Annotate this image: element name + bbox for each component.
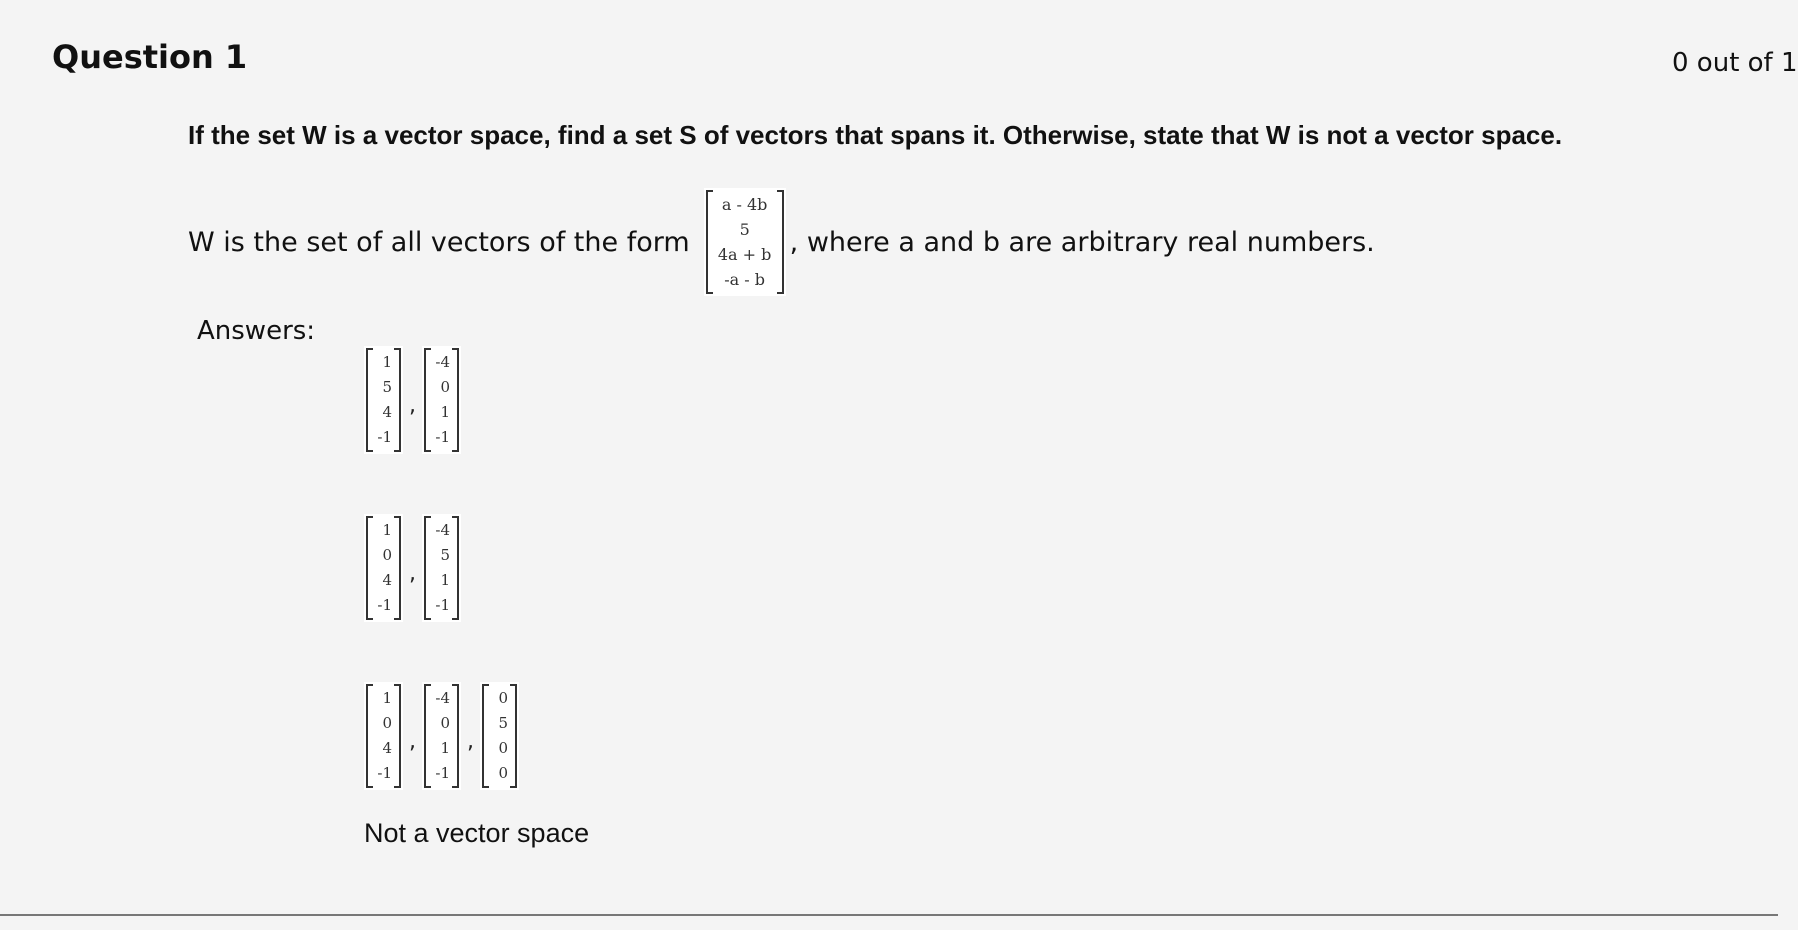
answer-vector: [480, 682, 519, 790]
vector-entry: -1: [377, 428, 392, 446]
vector-entry: -1: [435, 764, 450, 782]
vector-entry: 0: [498, 689, 508, 707]
answer-option-4[interactable]: [364, 818, 589, 849]
vector-entry: 0: [498, 739, 508, 757]
vector-entry: 0: [440, 714, 450, 732]
vector-entry: 0: [382, 546, 392, 564]
answer-vector: [364, 346, 403, 454]
vector-entry: -1: [377, 764, 392, 782]
vector-entry: 4a + b: [717, 245, 772, 264]
vector-entry: 0: [382, 714, 392, 732]
vector-entry: 1: [382, 353, 392, 371]
vector-entry: 4: [382, 739, 392, 757]
right-bracket: [777, 190, 784, 294]
vector-entry: -a - b: [724, 270, 766, 289]
vector-entry: 0: [498, 764, 508, 782]
answer-option-2[interactable]: [364, 514, 461, 622]
answer-vector: [364, 514, 403, 622]
w-suffix: , where a and b are arbitrary real numbers.: [789, 226, 1375, 258]
vector-entry: 1: [382, 689, 392, 707]
vector-entry: 4: [382, 403, 392, 421]
vector-entry: 1: [440, 739, 450, 757]
vector-entry: 5: [382, 378, 392, 396]
vector-entry: 0: [440, 378, 450, 396]
answer-option-text: Not a vector space: [364, 818, 590, 848]
answer-option-3[interactable]: [364, 682, 519, 790]
vector-entry: -4: [435, 521, 450, 539]
vector-separator: ,: [409, 728, 416, 754]
vector-entry: 1: [382, 521, 392, 539]
vector-entry: 4: [382, 571, 392, 589]
question-prompt: If the set W is a vector space, find a set S of vectors that spans it. Otherwise, state that W is not a vector space.: [188, 120, 1563, 150]
vector-entry: -1: [435, 428, 450, 446]
vector-entry: a - 4b: [721, 195, 768, 214]
vector-entry: 1: [440, 571, 450, 589]
answer-vector: [364, 682, 403, 790]
vector-entry: -1: [377, 596, 392, 614]
vector-entry: -1: [435, 596, 450, 614]
answers-label: Answers:: [197, 316, 316, 346]
question-title: Question 1: [52, 38, 248, 76]
vector-entry: 1: [440, 403, 450, 421]
w-definition: [188, 187, 1375, 297]
vector-entry: 5: [498, 714, 508, 732]
w-form-vector: [704, 188, 786, 296]
vector-entry: 5: [739, 220, 750, 239]
vector-separator: ,: [409, 392, 416, 418]
answer-vector: [422, 346, 461, 454]
vector-entry: -4: [435, 689, 450, 707]
left-bracket: [706, 190, 713, 294]
answer-option-1[interactable]: [364, 346, 461, 454]
vector-entry: 5: [440, 546, 450, 564]
divider: [0, 914, 1778, 916]
w-prefix: W is the set of all vectors of the form: [188, 226, 690, 258]
vector-entry: -4: [435, 353, 450, 371]
score-label: 0 out of 1: [1672, 48, 1798, 78]
vector-separator: ,: [409, 560, 416, 586]
vector-separator: ,: [467, 728, 474, 754]
answer-vector: [422, 514, 461, 622]
answer-vector: [422, 682, 461, 790]
